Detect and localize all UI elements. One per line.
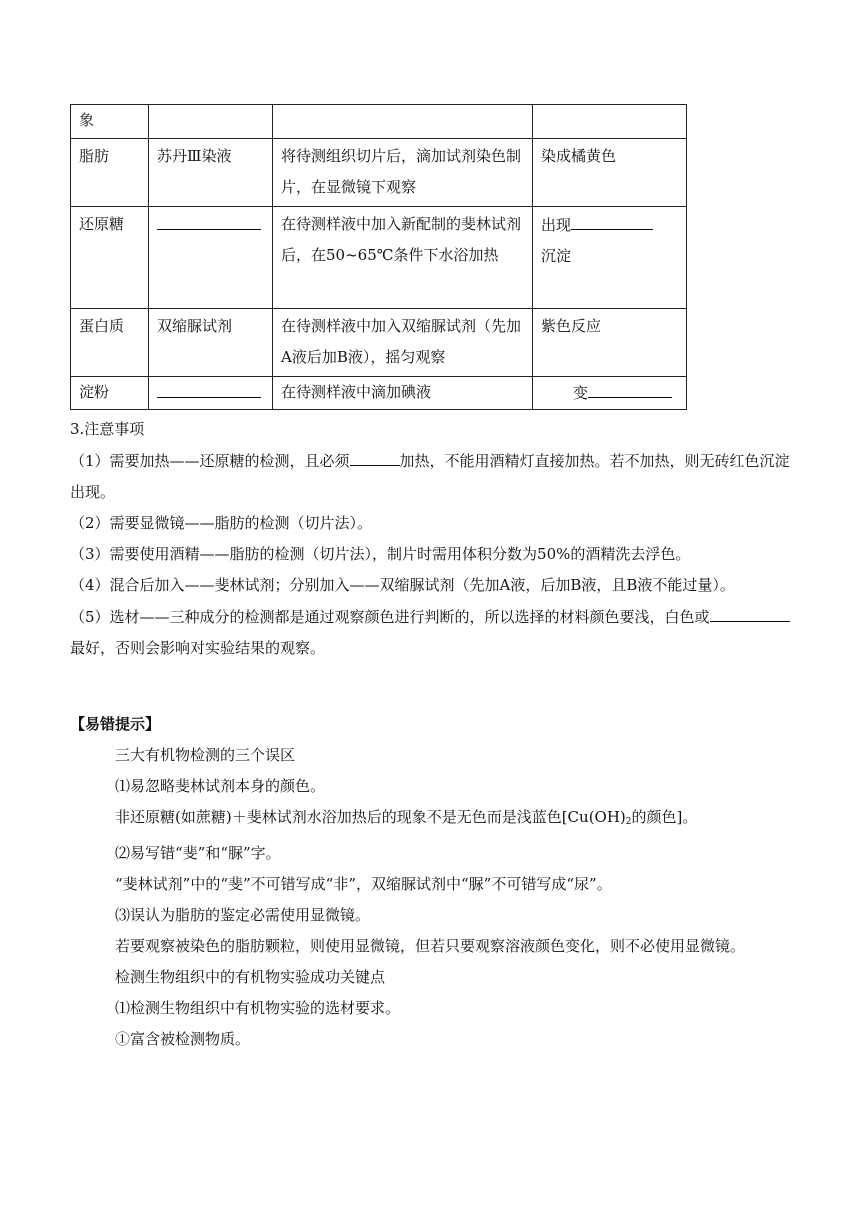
table-cell — [533, 377, 687, 410]
paragraph: ⑴检测生物组织中有机物实验的选材要求。 — [115, 999, 401, 1017]
table-cell: 在待测样液中滴加碘液 — [273, 377, 533, 410]
paragraph: ①富含被检测物质。 — [115, 1030, 251, 1048]
fill-blank — [350, 445, 400, 466]
paragraph — [70, 445, 790, 508]
table-cell: 象 — [71, 105, 149, 139]
table-cell: 将待测组织切片后，滴加试剂染色制片，在显微镜下观察 — [273, 139, 533, 207]
fill-blank — [157, 377, 261, 398]
table-cell: 双缩脲试剂 — [149, 309, 273, 377]
paragraph-text: 的颜色]。 — [631, 808, 698, 826]
table-row — [71, 377, 687, 410]
table-row — [71, 309, 687, 377]
table-cell — [149, 105, 273, 139]
table-row — [71, 207, 687, 309]
notes-section — [70, 414, 790, 664]
table-cell: 淀粉 — [71, 377, 149, 410]
paragraph: 若要观察被染色的脂肪颗粒，则使用显微镜，但若只要观察溶液颜色变化，则不必使用显微镜。 — [115, 937, 746, 955]
fill-blank — [571, 209, 653, 230]
paragraph — [70, 802, 790, 838]
table-cell: 在待测样液中加入新配制的斐林试剂后，在50~65℃条件下水浴加热 — [273, 207, 533, 309]
paragraph-text: 非还原糖(如蔗糖)＋斐林试剂水浴加热后的现象不是无色而是浅蓝色[Cu(OH) — [115, 808, 626, 826]
subscript: 2 — [625, 817, 632, 827]
tips-section — [70, 709, 790, 1055]
paragraph: （3）需要使用酒精——脂肪的检测（切片法），制片时需用体积分数为50%的酒精洗去浮色。 — [70, 545, 691, 563]
paragraph-text: 加热，不能用酒精灯直接加热。若不加热，则无砖红色沉淀出现。 — [70, 452, 790, 501]
section-heading: 3.注意事项 — [70, 420, 145, 438]
table-cell: 紫色反应 — [533, 309, 687, 377]
fill-blank — [157, 209, 261, 230]
table-cell — [273, 105, 533, 139]
cell-text: 变 — [573, 384, 589, 402]
paragraph-text: （1）需要加热——还原糖的检测，且必须 — [70, 452, 350, 470]
paragraph: “斐林试剂”中的“斐”不可错写成“非”，双缩脲试剂中“脲”不可错写成“尿”。 — [115, 875, 612, 893]
paragraph: ⑶误认为脂肪的鉴定必需使用显微镜。 — [115, 906, 371, 924]
fill-blank — [588, 377, 672, 398]
paragraph-text: 最好，否则会影响对实验结果的观察。 — [70, 639, 326, 657]
paragraph: 三大有机物检测的三个误区 — [115, 746, 296, 764]
table-row — [71, 139, 687, 207]
table-cell: 在待测样液中加入双缩脲试剂（先加A液后加B液），摇匀观察 — [273, 309, 533, 377]
paragraph: （4）混合后加入——斐林试剂；分别加入——双缩脲试剂（先加A液，后加B液，且B液不能过量）。 — [70, 576, 735, 594]
paragraph: （2）需要显微镜——脂肪的检测（切片法）。 — [70, 514, 373, 532]
table-cell: 蛋白质 — [71, 309, 149, 377]
paragraph: ⑴易忽略斐林试剂本身的颜色。 — [115, 777, 326, 795]
table-cell: 苏丹Ⅲ染液 — [149, 139, 273, 207]
experiment-table — [70, 104, 687, 410]
table-row — [71, 105, 687, 139]
table-cell: 染成橘黄色 — [533, 139, 687, 207]
paragraph — [70, 601, 790, 664]
table-cell — [533, 207, 687, 309]
blank-answer-cell — [149, 377, 273, 410]
fill-blank — [710, 601, 790, 622]
table-cell: 脂肪 — [71, 139, 149, 207]
section-heading: 【易错提示】 — [70, 715, 161, 733]
cell-text: 沉淀 — [541, 247, 572, 265]
paragraph: ⑵易写错“斐”和“脲”字。 — [115, 844, 281, 862]
paragraph: 检测生物组织中的有机物实验成功关键点 — [115, 968, 386, 986]
table-cell — [533, 105, 687, 139]
paragraph-text: （5）选材——三种成分的检测都是通过观察颜色进行判断的，所以选择的材料颜色要浅，白色或 — [70, 608, 710, 626]
cell-text: 出现 — [541, 216, 572, 234]
blank-answer-cell — [149, 207, 273, 309]
table-cell: 还原糖 — [71, 207, 149, 309]
